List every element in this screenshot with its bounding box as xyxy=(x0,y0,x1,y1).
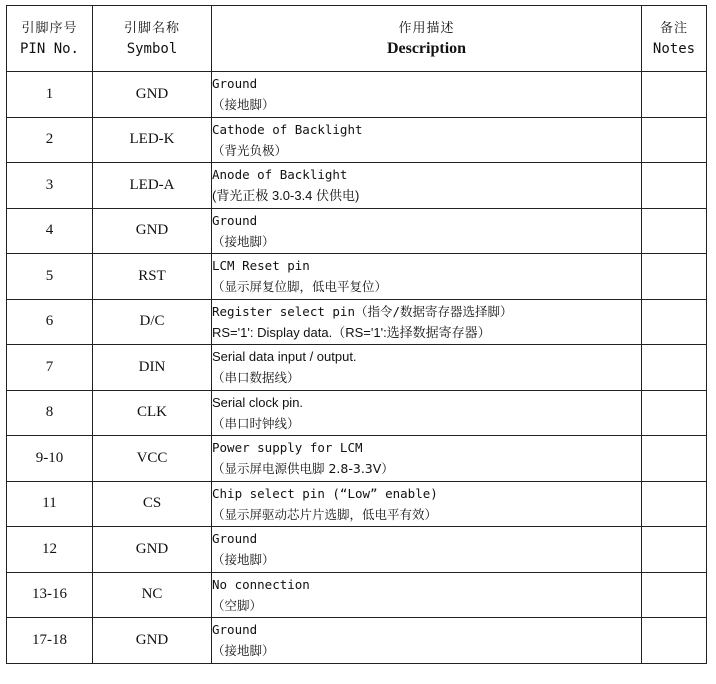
pin-number-cell: 1 xyxy=(7,72,93,118)
header-pin-en: PIN No. xyxy=(19,40,79,57)
description-line-en: Ground xyxy=(212,76,258,92)
symbol-cell: DIN xyxy=(93,345,212,391)
notes-cell xyxy=(642,481,707,527)
symbol-cell: VCC xyxy=(93,436,212,482)
description-line-zh: （显示屏复位脚，低电平复位） xyxy=(212,279,388,295)
pin-number-cell: 2 xyxy=(7,117,93,163)
symbol-cell: RST xyxy=(93,254,212,300)
header-notes-zh: 备注 xyxy=(659,20,688,36)
table-row xyxy=(7,572,707,618)
header-symbol xyxy=(93,6,212,72)
description-cell xyxy=(212,254,642,300)
header-notes xyxy=(642,6,707,72)
pin-definition-table xyxy=(6,5,707,664)
header-notes-en: Notes xyxy=(652,40,696,57)
header-description-zh: 作用描述 xyxy=(398,20,455,36)
notes-cell xyxy=(642,390,707,436)
table-row xyxy=(7,345,707,391)
symbol-cell: LED-A xyxy=(93,163,212,209)
description-line-en: Register select pin（指令/数据寄存器选择脚） xyxy=(212,303,513,319)
description-cell xyxy=(212,390,642,436)
notes-cell xyxy=(642,163,707,209)
description-line-en: Ground xyxy=(212,531,258,547)
description-line-zh: （串口时钟线） xyxy=(212,415,300,431)
header-symbol-zh: 引脚名称 xyxy=(123,20,180,36)
description-cell xyxy=(212,436,642,482)
description-line-en: Power supply for LCM xyxy=(212,440,363,456)
description-line-zh: （显示屏电源供电脚 2.8-3.3V） xyxy=(212,461,394,477)
description-line-zh: （背光负极） xyxy=(212,142,288,158)
table-row xyxy=(7,299,707,345)
description-cell xyxy=(212,527,642,573)
table-row xyxy=(7,527,707,573)
symbol-cell: GND xyxy=(93,527,212,573)
description-line-zh: RS='1': Display data.（RS='1':选择数据寄存器） xyxy=(212,324,491,340)
symbol-cell: D/C xyxy=(93,299,212,345)
pin-number-cell: 3 xyxy=(7,163,93,209)
description-line-zh: （接地脚） xyxy=(212,97,275,113)
description-cell xyxy=(212,618,642,664)
symbol-cell: NC xyxy=(93,572,212,618)
notes-cell xyxy=(642,572,707,618)
symbol-cell: GND xyxy=(93,72,212,118)
description-line-en: Ground xyxy=(212,212,258,228)
table-header-row xyxy=(7,6,707,72)
table-row xyxy=(7,117,707,163)
notes-cell xyxy=(642,436,707,482)
description-line-en: Serial clock pin. xyxy=(212,394,304,410)
description-line-zh: （接地脚） xyxy=(212,552,275,568)
description-line-zh: (背光正极 3.0-3.4 伏供电) xyxy=(212,188,360,204)
description-cell xyxy=(212,481,642,527)
symbol-cell: CS xyxy=(93,481,212,527)
description-cell xyxy=(212,72,642,118)
description-line-en: Anode of Backlight xyxy=(212,167,348,183)
pin-number-cell: 17-18 xyxy=(7,618,93,664)
symbol-cell: GND xyxy=(93,208,212,254)
pin-number-cell: 4 xyxy=(7,208,93,254)
pin-number-cell: 5 xyxy=(7,254,93,300)
description-cell xyxy=(212,572,642,618)
table-row xyxy=(7,254,707,300)
symbol-cell: CLK xyxy=(93,390,212,436)
notes-cell xyxy=(642,72,707,118)
description-line-zh: （接地脚） xyxy=(212,643,275,659)
table-row xyxy=(7,208,707,254)
pin-number-cell: 7 xyxy=(7,345,93,391)
description-line-zh: （显示屏驱动芯片片选脚，低电平有效） xyxy=(212,506,438,522)
notes-cell xyxy=(642,254,707,300)
symbol-cell: LED-K xyxy=(93,117,212,163)
notes-cell xyxy=(642,618,707,664)
description-line-zh: （接地脚） xyxy=(212,233,275,249)
header-description-en: Description xyxy=(386,39,467,57)
header-description xyxy=(212,6,642,72)
description-cell xyxy=(212,208,642,254)
pin-number-cell: 13-16 xyxy=(7,572,93,618)
table-row xyxy=(7,436,707,482)
header-pin-number xyxy=(7,6,93,72)
notes-cell xyxy=(642,299,707,345)
pin-number-cell: 6 xyxy=(7,299,93,345)
description-line-en: Ground xyxy=(212,622,258,638)
notes-cell xyxy=(642,208,707,254)
table-row xyxy=(7,72,707,118)
header-pin-zh: 引脚序号 xyxy=(21,20,78,36)
pin-number-cell: 9-10 xyxy=(7,436,93,482)
notes-cell xyxy=(642,527,707,573)
table-row xyxy=(7,618,707,664)
notes-cell xyxy=(642,117,707,163)
description-line-en: LCM Reset pin xyxy=(212,258,310,274)
description-cell xyxy=(212,163,642,209)
description-cell xyxy=(212,299,642,345)
description-line-en: Serial data input / output. xyxy=(212,349,357,365)
pin-number-cell: 11 xyxy=(7,481,93,527)
pin-number-cell: 8 xyxy=(7,390,93,436)
description-line-en: Chip select pin (“Low” enable) xyxy=(212,485,438,501)
notes-cell xyxy=(642,345,707,391)
description-line-zh: （串口数据线） xyxy=(212,370,300,386)
table-row xyxy=(7,163,707,209)
header-symbol-en: Symbol xyxy=(126,40,178,57)
description-line-zh: （空脚） xyxy=(212,597,263,613)
description-line-en: No connection xyxy=(212,576,310,592)
table-row xyxy=(7,390,707,436)
pin-number-cell: 12 xyxy=(7,527,93,573)
description-cell xyxy=(212,117,642,163)
description-cell xyxy=(212,345,642,391)
table-row xyxy=(7,481,707,527)
symbol-cell: GND xyxy=(93,618,212,664)
description-line-en: Cathode of Backlight xyxy=(212,121,363,137)
